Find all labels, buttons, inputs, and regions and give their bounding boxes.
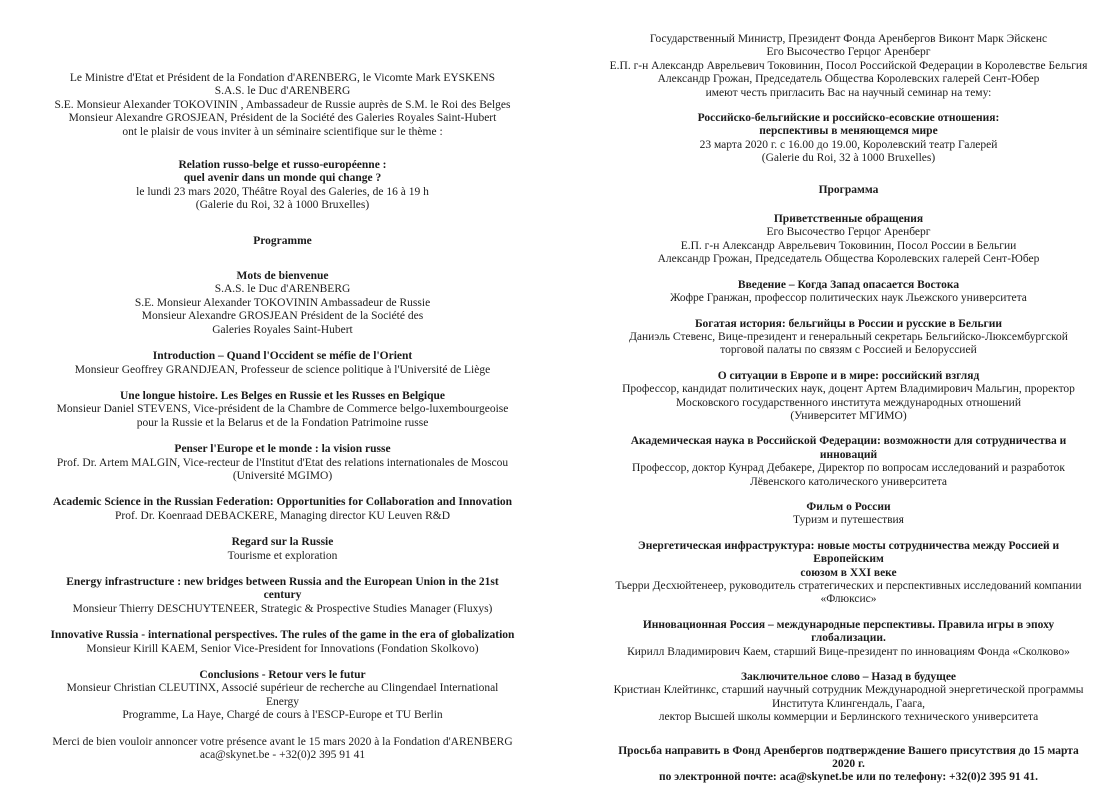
text-line: Monsieur Daniel STEVENS, Vice-président de la Chambre de Commerce belgo-luxembourgeoise xyxy=(56,403,509,416)
text-line: Его Высочество Герцог Аренберг xyxy=(766,226,931,239)
text-line: Института Клингендаль, Гаага, xyxy=(771,697,926,710)
heading-line: Energy infrastructure : new bridges between Russia and the European Union in the 21st century xyxy=(66,575,499,602)
heading-line: Une longue histoire. Les Belges en Russie et les Russes en Belgique xyxy=(120,389,445,402)
heading-line: Приветственные обращения xyxy=(773,213,924,226)
text-line: Monsieur Geoffrey GRANDJEAN, Professeur de science politique à l'Université de Liège xyxy=(74,363,491,376)
heading-line: Penser l'Europe et le monde : la vision russe xyxy=(174,443,391,456)
inviters-header xyxy=(50,72,515,139)
film-session xyxy=(50,536,515,563)
text-line: Профессор, кандидат политических наук, доцент Артем Владимирович Мальгин, проректор xyxy=(622,383,1075,396)
heading-line: Relation russo-belge et russo-européenne : xyxy=(178,159,387,172)
seminar-title xyxy=(50,159,515,213)
text-line: Его Высочество Герцог Аренберг xyxy=(766,46,931,59)
text-line: Prof. Dr. Artem MALGIN, Vice-recteur de l'Institut d'Etat des relations internationales de Moscou xyxy=(56,456,509,469)
introduction-session xyxy=(50,350,515,377)
text-line: Monsieur Thierry DESCHUYTENEER, Strategic & Prospective Studies Manager (Fluxys) xyxy=(72,602,493,615)
text-line: Даниэль Стевенс, Вице-президент и генеральный секретарь Бельгийско-Люксембургской xyxy=(629,330,1068,343)
text-line: Е.П. г-н Александр Аврельевич Токовинин, Посол Российской Федерации в Королевстве Бельгия xyxy=(609,59,1088,72)
text-line: Профессор, доктор Кунрад Дебакере, Директор по вопросам исследований и разработок xyxy=(632,462,1065,475)
heading-line: Academic Science in the Russian Federation: Opportunities for Collaboration and Innovation xyxy=(52,496,513,509)
heading-line: quel avenir dans un monde qui change ? xyxy=(183,172,382,185)
text-line: Monsieur Christian CLEUTINX, Associé supérieur de recherche au Clingendael International Energy xyxy=(66,682,499,708)
text-line: Galeries Royales Saint-Hubert xyxy=(212,323,353,336)
text-line: Monsieur Alexandre GROSJEAN, Président de la Société des Galeries Royales Saint-Hubert xyxy=(68,112,497,125)
text-line: Государственный Министр, Президент Фонда Аренбергов Виконт Марк Эйскенс xyxy=(649,33,1048,45)
programme-heading-ru xyxy=(607,184,1090,197)
heading-line: Российско-бельгийские и российско-есовские отношения: xyxy=(697,112,1000,125)
text-line: Merci de bien vouloir annoncer votre présence avant le 15 mars 2020 à la Fondation d'ARENBERG xyxy=(52,735,513,748)
heading-line: Conclusions - Retour vers le futur xyxy=(199,669,366,681)
heading-line: Программа xyxy=(818,183,879,196)
heading-line: О ситуации в Европе и в мире: российский взгляд xyxy=(717,369,980,382)
heading-line: Фильм о России xyxy=(806,500,891,513)
conclusions-session-ru xyxy=(607,671,1090,725)
long-history-session-ru xyxy=(607,318,1090,358)
academic-science-session xyxy=(50,496,515,523)
energy-session-ru xyxy=(607,540,1090,607)
conclusions-session xyxy=(50,669,515,723)
text-line: S.E. Monsieur Alexander TOKOVININ Ambassadeur de Russie xyxy=(134,296,431,309)
heading-line: по электронной почте: aca@skynet.be или по телефону: +32(0)2 395 91 41. xyxy=(658,771,1039,784)
text-line: S.A.S. le Duc d'ARENBERG xyxy=(214,283,351,296)
introduction-session-ru xyxy=(607,279,1090,306)
rsvp-footer xyxy=(50,736,515,763)
heading-line: Mots de bienvenue xyxy=(236,270,329,283)
russian-vision-session xyxy=(50,443,515,483)
heading-line: Просьба направить в Фонд Аренбергов подтверждение Вашего присутствия до 15 марта 2020 г. xyxy=(618,744,1079,771)
energy-session xyxy=(50,576,515,616)
heading-line: перспективы в меняющемся мире xyxy=(759,125,938,138)
text-line: лектор Высшей школы коммерции и Берлинского технического университета xyxy=(658,711,1039,724)
innovation-session-ru xyxy=(607,619,1090,659)
programme-heading xyxy=(50,235,515,248)
text-line: ont le plaisir de vous inviter à un séminaire scientifique sur le thème : xyxy=(122,125,443,138)
text-line: Туризм и путешествия xyxy=(793,514,904,527)
text-line: (Galerie du Roi, 32 à 1000 Bruxelles) xyxy=(761,152,936,165)
welcome-speeches xyxy=(50,270,515,337)
rsvp-footer-ru xyxy=(607,745,1090,785)
page-russian xyxy=(559,0,1118,790)
text-line: Александр Грожан, Председатель Общества Королевских галерей Сент-Юбер xyxy=(657,73,1040,86)
heading-line: Введение – Когда Запад опасается Востока xyxy=(737,278,960,291)
text-line: (Galerie du Roi, 32 à 1000 Bruxelles) xyxy=(195,199,370,212)
text-line: (Université MGIMO) xyxy=(232,469,333,482)
text-line: Александр Грожан, Председатель Общества Королевских галерей Сент-Юбер xyxy=(657,253,1040,266)
heading-line: Programme xyxy=(253,234,312,247)
text-line: Кристиан Клейтинкс, старший научный сотрудник Международной энергетической программы xyxy=(613,684,1084,697)
heading-line: Introduction – Quand l'Occident se méfie de l'Orient xyxy=(152,350,413,363)
text-line: торговой палаты по связям с Россией и Белоруссией xyxy=(720,344,977,357)
heading-line: Innovative Russia - international perspectives. The rules of the game in the era of globalization xyxy=(50,629,515,642)
heading-line: Regard sur la Russie xyxy=(231,536,334,549)
text-line: Monsieur Kirill KAEM, Senior Vice-President for Innovations (Fondation Skolkovo) xyxy=(86,642,479,655)
text-line: Prof. Dr. Koenraad DEBACKERE, Managing director KU Leuven R&D xyxy=(114,509,451,522)
text-line: Monsieur Alexandre GROSJEAN Président de la Société des xyxy=(141,310,424,323)
inviters-header-ru xyxy=(607,33,1090,100)
innovation-session xyxy=(50,629,515,656)
text-line: Тьерри Десхюйтенеер, руководитель стратегических и перспективных исследований компании xyxy=(615,580,1082,592)
academic-science-session-ru xyxy=(607,435,1090,489)
heading-line: Академическая наука в Российской Федерации: возможности для сотрудничества и xyxy=(630,435,1067,448)
seminar-title-ru xyxy=(607,112,1090,166)
text-line: Programme, La Haye, Chargé de cours à l'ESCP-Europe et TU Berlin xyxy=(122,709,443,722)
heading-line: Энергетическая инфраструктура: новые мосты сотрудничества между Россией и Европейским xyxy=(637,539,1060,566)
heading-line: Богатая история: бельгийцы в России и русские в Бельгии xyxy=(694,317,1003,330)
text-line: Кирилл Владимирович Каем, старший Вице-президент по инновациям Фонда «Сколково» xyxy=(627,645,1070,658)
text-line: Лёвенского католического университета xyxy=(749,475,948,488)
text-line: Е.П. г-н Александр Аврельевич Токовинин, Посол России в Бельгии xyxy=(680,239,1017,252)
text-line: Tourisme et exploration xyxy=(227,549,338,562)
heading-line: Заключительное слово – Назад в будущее xyxy=(740,671,957,684)
text-line: S.E. Monsieur Alexander TOKOVININ , Ambassadeur de Russie auprès de S.M. le Roi des Belges xyxy=(54,98,511,111)
long-history-session xyxy=(50,390,515,430)
heading-line: союзом в XXI веке xyxy=(800,566,897,579)
heading-line: инноваций xyxy=(819,448,878,461)
text-line: Жофре Гранжан, профессор политических наук Льежского университета xyxy=(670,292,1027,305)
text-line: имеют честь пригласить Вас на научный семинар на тему: xyxy=(705,86,992,99)
text-line: Московского государственного института международных отношений xyxy=(676,396,1021,409)
heading-line: Инновационная Россия – международные перспективы. Правила игры в эпоху глобализации. xyxy=(642,618,1055,645)
welcome-speeches-ru xyxy=(607,213,1090,267)
text-line: le lundi 23 mars 2020, Théâtre Royal des Galeries, de 16 à 19 h xyxy=(136,185,429,198)
text-line: pour la Russie et la Belarus et de la Fondation Patrimoine russe xyxy=(136,416,429,429)
text-line: 23 марта 2020 г. с 16.00 до 19.00, Королевский театр Галерей xyxy=(699,138,998,151)
russian-view-session-ru xyxy=(607,370,1090,424)
text-line: aca@skynet.be - +32(0)2 395 91 41 xyxy=(199,749,366,762)
text-line: (Университет МГИМО) xyxy=(790,409,907,422)
film-session-ru xyxy=(607,501,1090,528)
text-line: S.A.S. le Duc d'ARENBERG xyxy=(214,85,351,98)
text-line: «Флюксис» xyxy=(820,593,877,606)
text-line: Le Ministre d'Etat et Président de la Fondation d'ARENBERG, le Vicomte Mark EYSKENS xyxy=(69,72,496,84)
